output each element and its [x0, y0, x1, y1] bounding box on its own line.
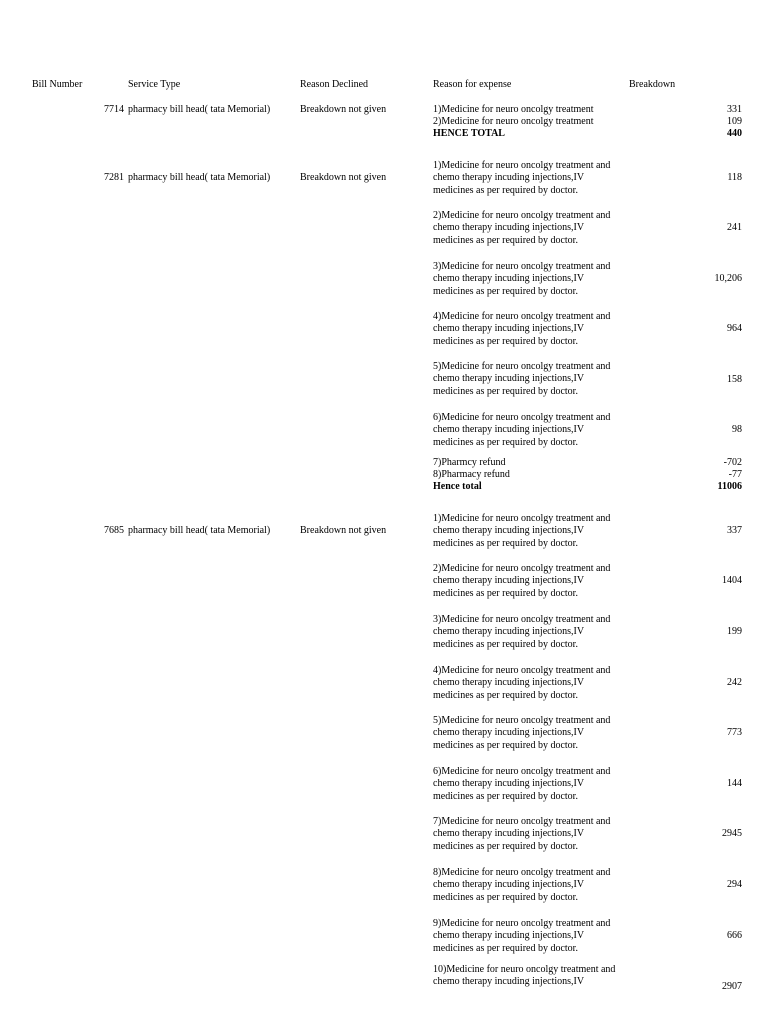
- expense-item: 6)Medicine for neuro oncolgy treatment and chemo therapy incuding injections,IV medicines as per required by doctor.: [433, 766, 611, 802]
- expense-item: 7)Pharmcy refund: [433, 457, 506, 468]
- bill-number: 7685: [104, 525, 124, 536]
- expense-item: 7)Medicine for neuro oncolgy treatment and chemo therapy incuding injections,IV medicines as per required by doctor.: [433, 816, 611, 852]
- header-breakdown: Breakdown: [629, 79, 676, 90]
- expense-item: 5)Medicine for neuro oncolgy treatment and chemo therapy incuding injections,IV medicines as per required by doctor.: [433, 361, 611, 397]
- expense-item: 8)Medicine for neuro oncolgy treatment and chemo therapy incuding injections,IV medicines as per required by doctor.: [433, 867, 611, 903]
- breakdown-amount: 331: [727, 104, 742, 115]
- expense-item: 8)Pharmacy refund: [433, 469, 510, 480]
- total-label: Hence total: [433, 481, 482, 492]
- breakdown-amount: 158: [727, 374, 742, 385]
- reason-declined: Breakdown not given: [300, 104, 387, 115]
- header-service-type: Service Type: [128, 79, 181, 90]
- breakdown-amount: 118: [727, 172, 742, 183]
- expense-item: 2)Medicine for neuro oncolgy treatment and chemo therapy incuding injections,IV medicines as per required by doctor.: [433, 563, 611, 599]
- breakdown-amount: 98: [732, 424, 742, 435]
- expense-item: 5)Medicine for neuro oncolgy treatment and chemo therapy incuding injections,IV medicines as per required by doctor.: [433, 715, 611, 751]
- breakdown-amount: 1404: [722, 575, 742, 586]
- bill-number: 7714: [104, 104, 124, 115]
- breakdown-amount: 242: [727, 677, 742, 688]
- total-amount: 11006: [717, 481, 742, 492]
- header-reason-declined: Reason Declined: [300, 79, 369, 90]
- bill-number: 7281: [104, 172, 124, 183]
- expense-item: 3)Medicine for neuro oncolgy treatment and chemo therapy incuding injections,IV medicines as per required by doctor.: [433, 261, 611, 297]
- breakdown-amount: -77: [728, 469, 742, 480]
- expense-item: 1)Medicine for neuro oncolgy treatment: [433, 104, 594, 115]
- breakdown-amount: 144: [727, 778, 742, 789]
- expense-item: 9)Medicine for neuro oncolgy treatment and chemo therapy incuding injections,IV medicines as per required by doctor.: [433, 918, 611, 954]
- service-type: pharmacy bill head( tata Memorial): [128, 104, 271, 115]
- expense-item: 1)Medicine for neuro oncolgy treatment and chemo therapy incuding injections,IV medicines as per required by doctor.: [433, 513, 611, 549]
- breakdown-amount: 964: [727, 323, 742, 334]
- expense-item: 4)Medicine for neuro oncolgy treatment and chemo therapy incuding injections,IV medicines as per required by doctor.: [433, 665, 611, 701]
- breakdown-amount: 337: [727, 525, 742, 536]
- breakdown-amount: 2945: [722, 828, 742, 839]
- expense-item: 2)Medicine for neuro oncolgy treatment and chemo therapy incuding injections,IV medicines as per required by doctor.: [433, 210, 611, 246]
- breakdown-amount: 773: [727, 727, 742, 738]
- breakdown-amount: 2907: [722, 981, 742, 992]
- breakdown-amount: 10,206: [714, 273, 742, 284]
- expense-item: 4)Medicine for neuro oncolgy treatment and chemo therapy incuding injections,IV medicines as per required by doctor.: [433, 311, 611, 347]
- header-reason-for-expense: Reason for expense: [433, 79, 512, 90]
- breakdown-amount: 199: [727, 626, 742, 637]
- expense-item: 3)Medicine for neuro oncolgy treatment and chemo therapy incuding injections,IV medicines as per required by doctor.: [433, 614, 611, 650]
- expense-item: 2)Medicine for neuro oncolgy treatment: [433, 116, 594, 127]
- reason-declined: Breakdown not given: [300, 525, 387, 536]
- expense-item: 6)Medicine for neuro oncolgy treatment and chemo therapy incuding injections,IV medicines as per required by doctor.: [433, 412, 611, 448]
- expense-item: 1)Medicine for neuro oncolgy treatment and chemo therapy incuding injections,IV medicines as per required by doctor.: [433, 160, 611, 196]
- service-type: pharmacy bill head( tata Memorial): [128, 525, 271, 536]
- breakdown-amount: 666: [727, 930, 742, 941]
- header-bill-number: Bill Number: [32, 79, 83, 90]
- breakdown-amount: 109: [727, 116, 742, 127]
- breakdown-amount: 294: [727, 879, 742, 890]
- total-label: HENCE TOTAL: [433, 128, 505, 139]
- breakdown-amount: 241: [727, 222, 742, 233]
- reason-declined: Breakdown not given: [300, 172, 387, 183]
- breakdown-amount: -702: [723, 457, 742, 468]
- expense-item: 10)Medicine for neuro oncolgy treatment and chemo therapy incuding injections,IV: [433, 964, 616, 988]
- service-type: pharmacy bill head( tata Memorial): [128, 172, 271, 183]
- total-amount: 440: [727, 128, 742, 139]
